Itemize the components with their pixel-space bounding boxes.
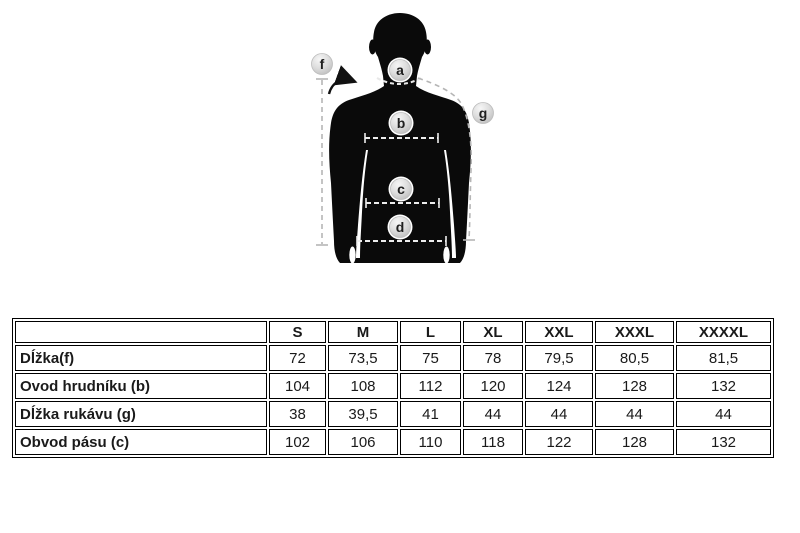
svg-text:b: b	[396, 115, 406, 131]
header-cell-xxl: XXL	[525, 321, 593, 343]
value-cell: 44	[595, 401, 674, 427]
value-cell: 108	[328, 373, 398, 399]
badge-g	[471, 101, 496, 126]
value-cell: 102	[269, 429, 326, 455]
value-cell: 120	[463, 373, 523, 399]
table-row-waist	[15, 429, 771, 455]
value-cell: 41	[400, 401, 461, 427]
value-cell: 110	[400, 429, 461, 455]
value-cell: 81,5	[676, 345, 771, 371]
row-label: Dĺžka(f)	[15, 345, 267, 371]
right-hand-notch	[443, 247, 449, 264]
badge-c	[389, 177, 414, 202]
value-cell: 80,5	[595, 345, 674, 371]
header-cell-empty	[15, 321, 267, 343]
svg-text:g: g	[478, 105, 488, 121]
header-cell-s: S	[269, 321, 326, 343]
svg-text:c: c	[397, 181, 405, 197]
badge-f	[310, 52, 335, 77]
header-cell-xl: XL	[463, 321, 523, 343]
value-cell: 128	[595, 429, 674, 455]
header-cell-l: L	[400, 321, 461, 343]
table-row-sleeve	[15, 401, 771, 427]
row-label: Dĺžka rukávu (g)	[15, 401, 267, 427]
value-cell: 79,5	[525, 345, 593, 371]
svg-text:a: a	[396, 62, 404, 78]
table-row-chest	[15, 373, 771, 399]
value-cell: 44	[525, 401, 593, 427]
value-cell: 118	[463, 429, 523, 455]
value-cell: 72	[269, 345, 326, 371]
value-cell: 122	[525, 429, 593, 455]
value-cell: 73,5	[328, 345, 398, 371]
value-cell: 39,5	[328, 401, 398, 427]
left-hand-notch	[349, 247, 355, 264]
value-cell: 44	[676, 401, 771, 427]
row-label: Obvod pásu (c)	[15, 429, 267, 455]
table-row-length	[15, 345, 771, 371]
header-cell-xxxl: XXXL	[595, 321, 674, 343]
value-cell: 124	[525, 373, 593, 399]
value-cell: 78	[463, 345, 523, 371]
value-cell: 44	[463, 401, 523, 427]
value-cell: 38	[269, 401, 326, 427]
badge-a	[388, 58, 413, 83]
svg-text:f: f	[319, 56, 325, 72]
header-cell-xxxxl: XXXXL	[676, 321, 771, 343]
value-cell: 132	[676, 429, 771, 455]
value-cell: 132	[676, 373, 771, 399]
value-cell: 106	[328, 429, 398, 455]
header-cell-m: M	[328, 321, 398, 343]
badge-b	[389, 111, 414, 136]
row-label: Ovod hrudníku (b)	[15, 373, 267, 399]
length-guide-line-f	[316, 79, 328, 245]
size-table	[12, 318, 774, 458]
size-table-header-row	[15, 321, 771, 343]
badge-d	[388, 215, 413, 240]
value-cell: 75	[400, 345, 461, 371]
value-cell: 104	[269, 373, 326, 399]
svg-text:d: d	[395, 219, 405, 235]
value-cell: 112	[400, 373, 461, 399]
pointer-arrow	[329, 80, 353, 94]
value-cell: 128	[595, 373, 674, 399]
